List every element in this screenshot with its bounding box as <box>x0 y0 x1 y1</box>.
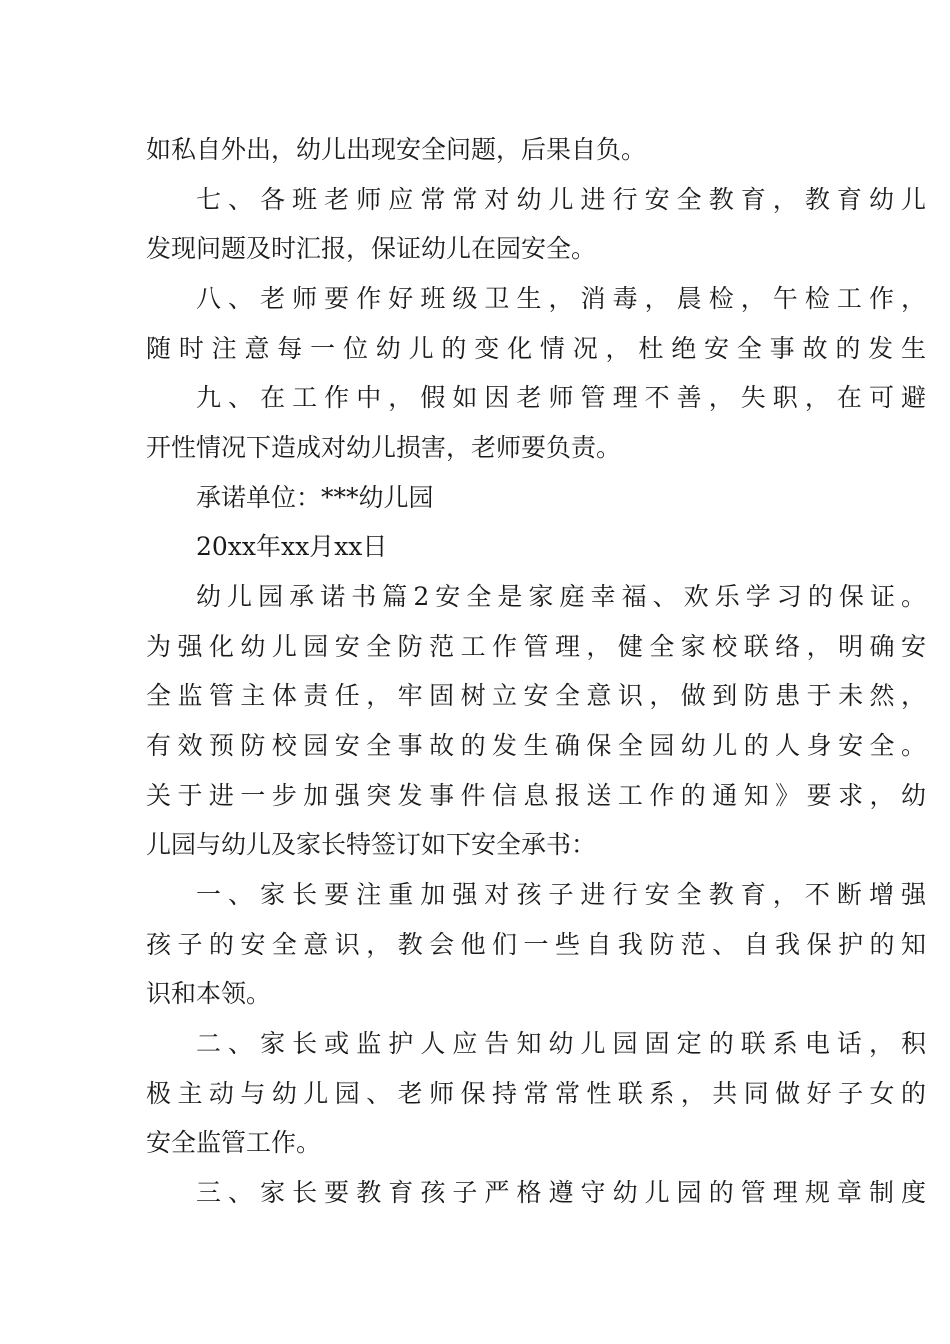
text-line: 识和本领。 <box>146 979 272 1008</box>
text-line: 关于进一步加强突发事件信息报送工作的通知》要求，幼 <box>146 781 926 810</box>
text-line: 如私自外出，幼儿出现安全问题，后果自负。 <box>146 135 647 164</box>
text-line: 孩子的安全意识，教会他们一些自我防范、自我保护的知 <box>146 930 926 959</box>
text-line: 八、老师要作好班级卫生，消毒，晨检，午检工作， <box>196 284 926 313</box>
text-line: 二、家长或监护人应告知幼儿园固定的联系电话，积 <box>196 1029 926 1058</box>
text-line: 全监管主体责任，牢固树立安全意识，做到防患于未然， <box>146 681 926 710</box>
text-line: 为强化幼儿园安全防范工作管理，健全家校联络，明确安 <box>146 632 926 661</box>
text-line: 三、家长要教育孩子严格遵守幼儿园的管理规章制度 <box>196 1178 926 1207</box>
text-line: 极主动与幼儿园、老师保持常常性联系，共同做好子女的 <box>146 1079 926 1108</box>
signature-date: 20xx年xx月xx日 <box>196 532 388 561</box>
text-line: 发现问题及时汇报，保证幼儿在园安全。 <box>146 234 597 263</box>
text-line: 儿园与幼儿及家长特签订如下安全承书： <box>146 830 597 859</box>
text-line: 开性情况下造成对幼儿损害，老师要负责。 <box>146 433 622 462</box>
signature-unit: 承诺单位：***幼儿园 <box>196 483 434 512</box>
text-line: 安全监管工作。 <box>146 1128 322 1157</box>
text-line: 七、各班老师应常常对幼儿进行安全教育，教育幼儿 <box>196 185 926 214</box>
text-line: 一、家长要注重加强对孩子进行安全教育，不断增强 <box>196 880 926 909</box>
text-line: 幼儿园承诺书篇2安全是家庭幸福、欢乐学习的保证。 <box>196 582 926 611</box>
text-line: 有效预防校园安全事故的发生确保全园幼儿的人身安全。 <box>146 731 926 760</box>
text-line: 九、在工作中，假如因老师管理不善，失职，在可避 <box>196 383 926 412</box>
text-line: 随时注意每一位幼儿的变化情况，杜绝安全事故的发生 <box>146 334 926 363</box>
